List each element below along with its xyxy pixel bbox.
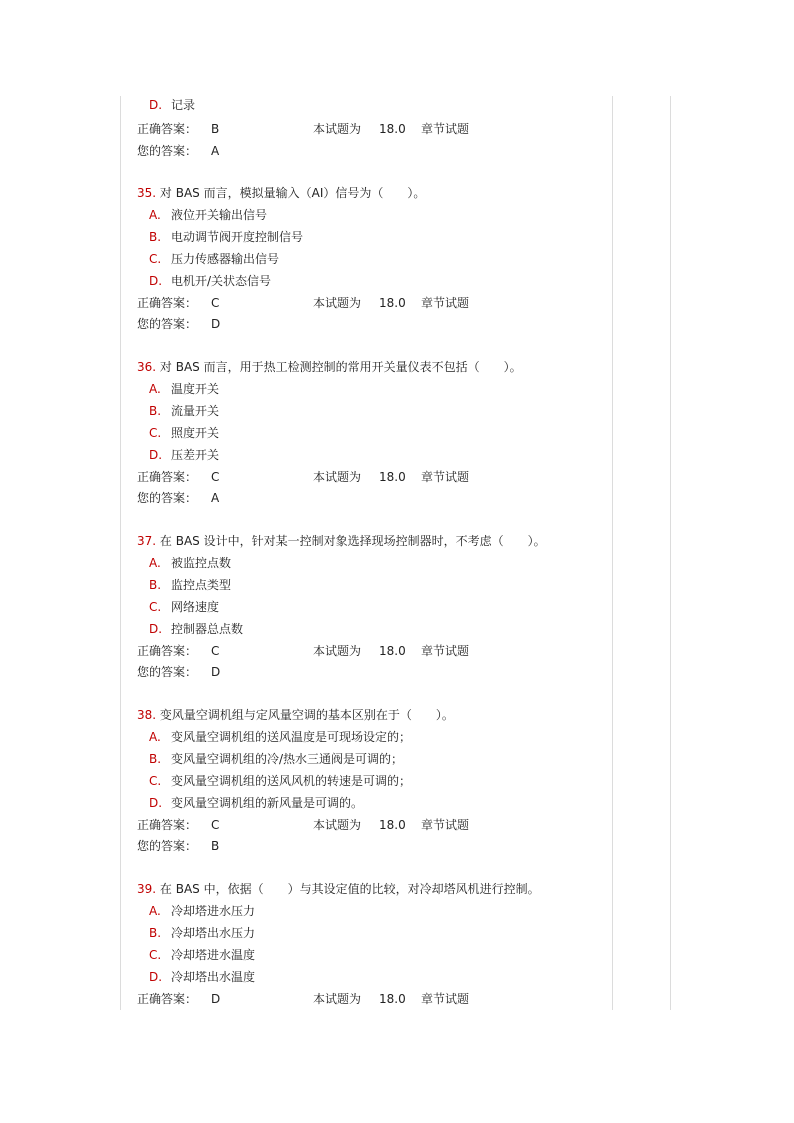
question-number: 39. [137,882,157,896]
option-text: 变风量空调机组的送风温度是可现场设定的； [171,730,412,744]
your-answer-label: 您的答案： [137,491,198,505]
left-border-line [120,96,121,1010]
option-text: 冷却塔进水压力 [171,904,256,918]
option-c [149,251,279,267]
option-text: 流量开关 [171,404,220,418]
option-d [149,795,363,811]
option-a [149,903,255,919]
correct-answer-row [137,469,469,485]
chapter-label: 章节试题 [421,992,470,1006]
question-title [137,533,546,549]
option-c [149,773,411,789]
question-text: 在 BAS 中，依据（ ）与其设定值的比较，对冷却塔风机进行控制。 [159,882,540,896]
option-a [149,381,219,397]
your-answer-label: 您的答案： [137,665,198,679]
option-letter: B. [149,752,162,766]
option-b [149,925,255,941]
option-text: 记录 [171,98,196,112]
middle-border-line [612,96,613,1010]
option-a [149,729,411,745]
your-answer-row [137,316,220,332]
question-title [137,185,425,201]
question-title [137,707,454,723]
option-letter: C. [149,948,162,962]
score-value: 18.0 [379,470,406,484]
chapter-label: 章节试题 [421,296,470,310]
option-text: 冷却塔进水温度 [171,948,256,962]
correct-answer-value: C [211,470,220,484]
your-answer-row [137,143,219,159]
option-letter: A. [149,904,161,918]
correct-answer-value: B [211,122,220,136]
chapter-label: 章节试题 [421,470,470,484]
score-label: 本试题为 [313,122,362,136]
correct-answer-label: 正确答案： [137,296,198,310]
correct-answer-label: 正确答案： [137,818,198,832]
option-letter: C. [149,426,162,440]
question-number: 38. [137,708,157,722]
option-letter: D. [149,274,163,288]
option-letter: D. [149,970,163,984]
correct-answer-row [137,991,469,1007]
option-text: 压差开关 [171,448,220,462]
option-b [149,577,231,593]
option-text: 液位开关输出信号 [171,208,268,222]
your-answer-row [137,838,219,854]
option-c [149,425,219,441]
option-d [149,969,255,985]
option-text: 变风量空调机组的冷/热水三通阀是可调的； [171,752,404,766]
correct-answer-value: C [211,644,220,658]
option-letter: A. [149,208,161,222]
option-text: 被监控点数 [171,556,232,570]
question-text: 对 BAS 而言，模拟量输入（AI）信号为（ ）。 [159,186,426,200]
option-a [149,555,231,571]
your-answer-value: A [211,491,220,505]
correct-answer-label: 正确答案： [137,470,198,484]
option-text: 变风量空调机组的送风风机的转速是可调的； [171,774,412,788]
option-letter: B. [149,926,162,940]
score-value: 18.0 [379,818,406,832]
option-letter: D. [149,448,163,462]
option-text: 照度开关 [171,426,220,440]
question-number: 35. [137,186,157,200]
option-c [149,947,255,963]
option-d [149,447,219,463]
question-title [137,359,522,375]
option-text: 网络速度 [171,600,220,614]
option-b [149,229,303,245]
option-letter: B. [149,404,162,418]
option-b [149,751,403,767]
correct-answer-label: 正确答案： [137,122,198,136]
option-text: 温度开关 [171,382,220,396]
your-answer-row [137,490,219,506]
option-letter: A. [149,730,161,744]
option-letter: D. [149,796,163,810]
question-text: 在 BAS 设计中，针对某一控制对象选择现场控制器时，不考虑（ ）。 [159,534,546,548]
score-label: 本试题为 [313,470,362,484]
option-text: 监控点类型 [171,578,232,592]
your-answer-label: 您的答案： [137,317,198,331]
your-answer-value: B [211,839,220,853]
option-letter: B. [149,230,162,244]
score-value: 18.0 [379,992,406,1006]
correct-answer-value: C [211,818,220,832]
option-d [149,273,271,289]
option-row [149,97,195,113]
option-letter: C. [149,252,162,266]
correct-answer-label: 正确答案： [137,644,198,658]
correct-answer-row [137,121,469,137]
option-letter: D. [149,622,163,636]
correct-answer-row [137,295,469,311]
option-text: 电机开/关状态信号 [171,274,272,288]
option-letter: C. [149,600,162,614]
question-title [137,881,540,897]
option-letter: D. [149,98,163,112]
option-b [149,403,219,419]
option-text: 压力传感器输出信号 [171,252,280,266]
option-text: 冷却塔出水温度 [171,970,256,984]
option-letter: B. [149,578,162,592]
option-a [149,207,267,223]
question-text: 对 BAS 而言，用于热工检测控制的常用开关量仪表不包括（ ）。 [159,360,522,374]
score-label: 本试题为 [313,296,362,310]
correct-answer-row [137,643,469,659]
option-letter: A. [149,556,161,570]
question-text: 变风量空调机组与定风量空调的基本区别在于（ ）。 [159,708,454,722]
score-value: 18.0 [379,122,406,136]
score-value: 18.0 [379,296,406,310]
correct-answer-value: D [211,992,221,1006]
score-label: 本试题为 [313,644,362,658]
right-border-line [670,96,671,1010]
option-letter: A. [149,382,161,396]
correct-answer-row [137,817,469,833]
score-label: 本试题为 [313,992,362,1006]
option-d [149,621,243,637]
question-number: 37. [137,534,157,548]
option-c [149,599,219,615]
chapter-label: 章节试题 [421,644,470,658]
question-number: 36. [137,360,157,374]
your-answer-value: A [211,144,220,158]
your-answer-value: D [211,317,221,331]
score-label: 本试题为 [313,818,362,832]
chapter-label: 章节试题 [421,122,470,136]
option-text: 冷却塔出水压力 [171,926,256,940]
your-answer-label: 您的答案： [137,144,198,158]
correct-answer-label: 正确答案： [137,992,198,1006]
your-answer-value: D [211,665,221,679]
option-text: 电动调节阀开度控制信号 [171,230,304,244]
option-letter: C. [149,774,162,788]
chapter-label: 章节试题 [421,818,470,832]
option-text: 变风量空调机组的新风量是可调的。 [171,796,364,810]
your-answer-row [137,664,220,680]
option-text: 控制器总点数 [171,622,244,636]
correct-answer-value: C [211,296,220,310]
score-value: 18.0 [379,644,406,658]
your-answer-label: 您的答案： [137,839,198,853]
